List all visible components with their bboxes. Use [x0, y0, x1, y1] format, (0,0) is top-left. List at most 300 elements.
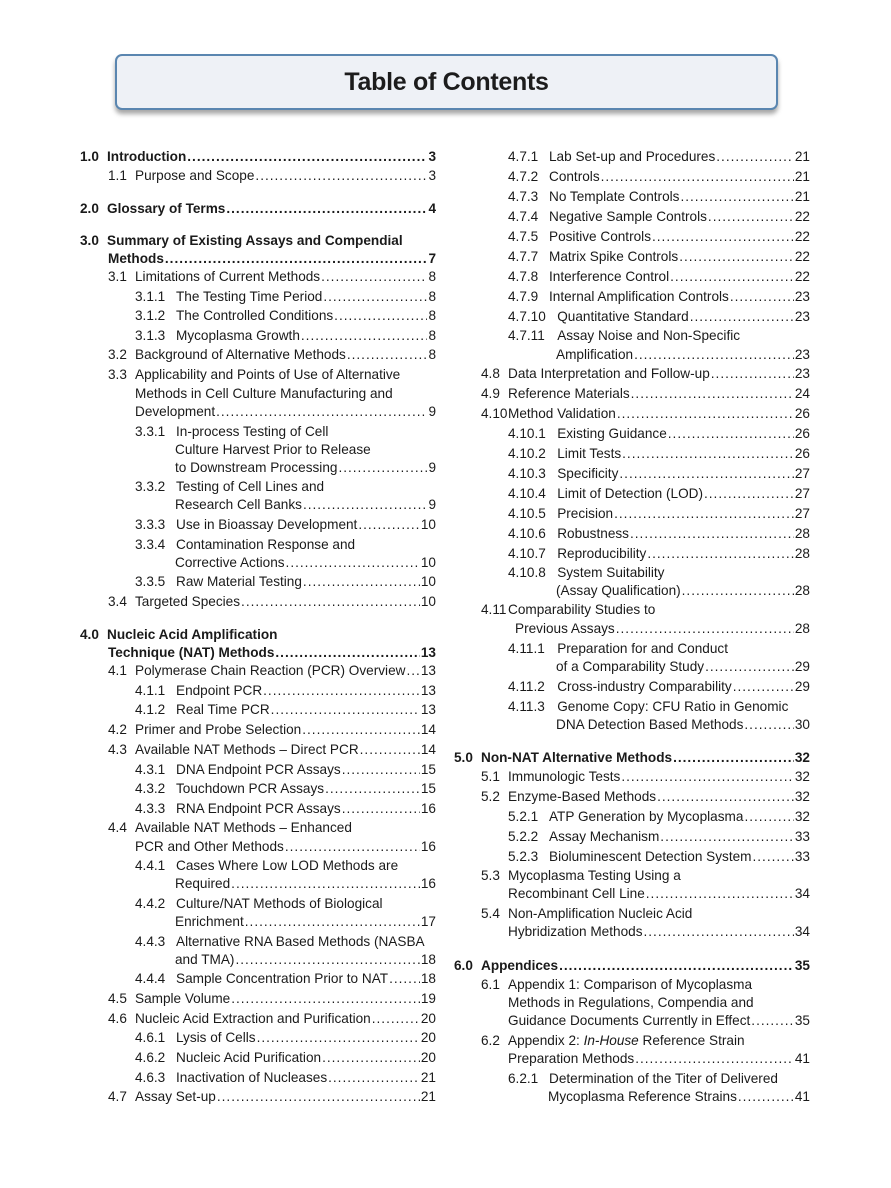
toc-page-number: 21	[420, 1089, 436, 1104]
toc-entry-number: 4.0	[80, 627, 99, 642]
toc-entry-right-cont-43[interactable]	[508, 1011, 810, 1031]
dot-leader	[338, 458, 427, 478]
toc-entry-number: 4.7.9	[508, 289, 539, 304]
toc-entry-title: Robustness	[557, 526, 629, 541]
toc-entry-3-1[interactable]	[108, 267, 436, 287]
toc-entry-5-2-2[interactable]	[508, 827, 810, 847]
toc-entry-title: Culture/NAT Methods of Biological	[176, 896, 383, 911]
toc-page-number: 18	[420, 952, 436, 967]
toc-entry-3-1-1[interactable]	[135, 287, 436, 307]
toc-entry-4-4-3	[135, 932, 425, 952]
toc-entry-5-2-3[interactable]	[508, 847, 810, 867]
toc-page-number: 22	[794, 229, 810, 244]
toc-page-number: 20	[420, 1011, 436, 1026]
toc-entry-5-0[interactable]	[454, 748, 810, 768]
toc-entry-label	[556, 581, 681, 601]
dot-leader	[360, 740, 420, 760]
dot-leader	[322, 1048, 420, 1068]
toc-entry-4-4	[108, 818, 352, 838]
toc-entry-4-6-3[interactable]	[135, 1068, 436, 1088]
toc-page-number: 9	[428, 404, 436, 419]
toc-entry-3-0	[80, 231, 403, 251]
toc-entry-3-3	[108, 365, 400, 385]
toc-entry-title: Interference Control	[549, 269, 670, 284]
toc-entry-3-3-4	[135, 535, 355, 555]
toc-entry-number: 4.7.1	[508, 149, 539, 164]
toc-entry-3-3-2	[135, 477, 324, 497]
toc-entry-4-7-2[interactable]	[508, 167, 810, 187]
toc-entry-title: Introduction	[107, 149, 187, 164]
toc-entry-4-6[interactable]	[108, 1009, 436, 1029]
toc-page-number: 18	[420, 971, 436, 986]
toc-page-number: 30	[794, 717, 810, 732]
toc-page-number: 35	[794, 1013, 810, 1028]
toc-entry-4-2[interactable]	[108, 720, 436, 740]
toc-entry-right-cont-39[interactable]	[508, 922, 810, 942]
toc-entry-number: 4.7.7	[508, 249, 539, 264]
dot-leader	[301, 326, 428, 346]
toc-entry-number: 3.0	[80, 233, 99, 248]
toc-entry-right-cont-42	[508, 993, 754, 1013]
toc-entry-3-3-5[interactable]	[135, 572, 436, 592]
toc-page-number: 20	[420, 1050, 436, 1065]
toc-entry-number: 4.11.2	[508, 679, 545, 694]
toc-entry-right-cont-26[interactable]	[556, 657, 810, 677]
toc-page-number: 26	[794, 406, 810, 421]
toc-page-number: 35	[794, 958, 810, 973]
toc-page-number: 28	[794, 621, 810, 636]
toc-entry-title: Sample Concentration Prior to NAT	[176, 971, 389, 986]
toc-page-number: 26	[794, 446, 810, 461]
toc-entry-right-cont-47[interactable]	[548, 1087, 810, 1107]
toc-entry-4-10-6[interactable]	[508, 524, 810, 544]
dot-leader	[716, 147, 794, 167]
toc-entry-left-cont-11	[135, 384, 393, 404]
toc-page-number: 8	[428, 347, 436, 362]
dot-leader	[325, 779, 420, 799]
toc-entry-left-cont-4[interactable]	[108, 249, 436, 269]
toc-entry-4-0	[80, 625, 277, 645]
toc-entry-title: Hybridization Methods	[508, 924, 643, 939]
toc-entry-3-4[interactable]	[108, 592, 436, 612]
dot-leader	[231, 989, 420, 1009]
toc-entry-title: Assay Set-up	[135, 1089, 216, 1104]
toc-page-number: 26	[794, 426, 810, 441]
toc-entry-title: Lab Set-up and Procedures	[549, 149, 716, 164]
toc-entry-left-cont-38[interactable]	[175, 912, 436, 932]
toc-entry-right-cont-45[interactable]	[508, 1049, 810, 1069]
toc-entry-label	[481, 384, 630, 404]
toc-entry-label	[135, 479, 324, 494]
toc-entry-4-10-3[interactable]	[508, 464, 810, 484]
toc-entry-label	[108, 989, 230, 1009]
toc-page-number: 32	[794, 750, 810, 765]
toc-entry-right-cont-24[interactable]	[515, 619, 810, 639]
toc-page-number: 22	[794, 249, 810, 264]
toc-entry-title: Required	[175, 876, 231, 891]
toc-entry-title: Negative Sample Controls	[549, 209, 707, 224]
toc-entry-1-0[interactable]	[80, 147, 436, 167]
toc-entry-label	[508, 187, 679, 207]
toc-entry-title: Corrective Actions	[175, 555, 285, 570]
toc-entry-4-4-1	[135, 856, 398, 876]
toc-entry-4-1-2[interactable]	[135, 700, 436, 720]
dot-leader	[235, 950, 419, 970]
toc-entry-label	[508, 827, 659, 847]
toc-entry-4-10-2[interactable]	[508, 444, 810, 464]
toc-entry-label	[508, 147, 715, 167]
toc-entry-title: Appendix 1: Comparison of Mycoplasma	[508, 977, 753, 992]
toc-entry-left-cont-17[interactable]	[175, 495, 436, 515]
toc-page-number: 20	[420, 1030, 436, 1045]
dot-leader	[751, 1011, 794, 1031]
toc-entry-left-cont-24[interactable]	[108, 643, 436, 663]
toc-entry-4-10-5[interactable]	[508, 504, 810, 524]
toc-entry-left-cont-36[interactable]	[175, 874, 436, 894]
toc-entry-4-9[interactable]	[481, 384, 810, 404]
toc-page-number: 41	[794, 1051, 810, 1066]
toc-entry-label	[108, 345, 346, 365]
dot-leader	[753, 847, 794, 867]
toc-entry-title: Enrichment	[175, 914, 244, 929]
toc-entry-title: Testing of Cell Lines and	[176, 479, 325, 494]
toc-page-number: 9	[428, 497, 436, 512]
dot-leader	[285, 837, 420, 857]
toc-entry-number: 6.1	[481, 977, 500, 992]
toc-entry-title: Nucleic Acid Extraction and Purification	[135, 1011, 371, 1026]
toc-entry-left-cont-12[interactable]	[135, 402, 436, 422]
toc-entry-number: 4.6	[108, 1011, 127, 1026]
toc-entry-number: 4.10.7	[508, 546, 546, 561]
toc-entry-4-7-7[interactable]	[508, 247, 810, 267]
toc-entry-4-5[interactable]	[108, 989, 436, 1009]
dot-leader	[630, 524, 794, 544]
toc-entry-label	[175, 874, 230, 894]
toc-page-number: 14	[420, 722, 436, 737]
toc-entry-number: 4.11	[481, 602, 507, 617]
toc-entry-3-2[interactable]	[108, 345, 436, 365]
dot-leader	[303, 572, 420, 592]
toc-entry-4-7-1[interactable]	[508, 147, 810, 167]
dot-leader	[680, 187, 793, 207]
toc-entry-number: 6.2.1	[508, 1071, 539, 1086]
toc-entry-number: 4.10.6	[508, 526, 546, 541]
dot-leader	[679, 247, 794, 267]
dot-leader	[165, 249, 428, 269]
toc-entry-label	[135, 515, 357, 535]
dot-leader	[241, 592, 420, 612]
dot-leader	[708, 207, 794, 227]
toc-page-number: 10	[420, 517, 436, 532]
toc-entry-4-6-1[interactable]	[135, 1028, 436, 1048]
toc-entry-4-7[interactable]	[108, 1087, 436, 1107]
toc-entry-title: Non-NAT Alternative Methods	[481, 750, 673, 765]
toc-entry-right-cont-22[interactable]	[556, 581, 810, 601]
toc-entry-number: 3.3.1	[135, 424, 166, 439]
toc-entry-title: Limit of Detection (LOD)	[557, 486, 703, 501]
toc-entry-4-3-1[interactable]	[135, 760, 436, 780]
toc-entry-label	[508, 247, 678, 267]
dot-leader	[263, 681, 420, 701]
toc-entry-title: Determination of the Titer of Delivered	[549, 1071, 778, 1086]
toc-entry-4-7-5[interactable]	[508, 227, 810, 247]
dot-leader	[601, 167, 794, 187]
toc-entry-title: (Assay Qualification)	[556, 583, 681, 598]
toc-entry-title: Methods	[108, 251, 164, 266]
toc-entry-title: Real Time PCR	[176, 702, 270, 717]
dot-leader	[646, 884, 794, 904]
toc-entry-2-0[interactable]	[80, 199, 436, 219]
toc-entry-label	[135, 424, 328, 439]
toc-page-number: 10	[420, 594, 436, 609]
toc-entry-title: Existing Guidance	[557, 426, 667, 441]
toc-page-number: 15	[420, 762, 436, 777]
dot-leader	[347, 345, 428, 365]
toc-entry-title: Mycoplasma Testing Using a	[508, 868, 681, 883]
toc-entry-4-1-1[interactable]	[135, 681, 436, 701]
toc-entry-3-1-3[interactable]	[135, 326, 436, 346]
toc-entry-number: 3.1.2	[135, 308, 166, 323]
dot-leader	[303, 495, 428, 515]
toc-entry-label	[108, 367, 400, 382]
toc-entry-5-2[interactable]	[481, 787, 810, 807]
toc-entry-label	[80, 147, 186, 167]
dot-leader	[631, 384, 794, 404]
toc-entry-4-7-8[interactable]	[508, 267, 810, 287]
toc-entry-4-7-9[interactable]	[508, 287, 810, 307]
toc-entry-label	[508, 424, 667, 444]
toc-entry-number: 4.4	[108, 820, 127, 835]
toc-entry-6-0[interactable]	[454, 956, 810, 976]
toc-entry-number: 3.2	[108, 347, 127, 362]
toc-entry-4-10-4[interactable]	[508, 484, 810, 504]
toc-entry-right-cont-37[interactable]	[508, 884, 810, 904]
toc-entry-number: 5.2.3	[508, 849, 539, 864]
toc-entry-4-3-2[interactable]	[135, 779, 436, 799]
toc-entry-1-1[interactable]	[108, 166, 436, 186]
toc-page-number: 32	[794, 769, 810, 784]
toc-page-number: 34	[794, 886, 810, 901]
toc-entry-title: of a Comparability Study	[556, 659, 705, 674]
toc-entry-title: Limitations of Current Methods	[135, 269, 321, 284]
toc-entry-4-6-2[interactable]	[135, 1048, 436, 1068]
toc-entry-5-1[interactable]	[481, 767, 810, 787]
toc-entry-label	[175, 495, 302, 515]
toc-entry-label	[108, 166, 254, 186]
dot-leader	[257, 1028, 420, 1048]
toc-entry-number: 3.3.2	[135, 479, 166, 494]
toc-entry-label	[135, 326, 300, 346]
toc-page-number: 13	[420, 702, 436, 717]
toc-entry-label	[135, 700, 270, 720]
toc-entry-title: Nucleic Acid Amplification	[107, 627, 278, 642]
toc-entry-3-3-1	[135, 422, 328, 442]
dot-leader	[660, 827, 794, 847]
toc-entry-number: 4.5	[108, 991, 127, 1006]
toc-entry-number: 4.4.3	[135, 934, 166, 949]
dot-leader	[619, 464, 793, 484]
toc-entry-label	[515, 619, 615, 639]
toc-entry-number: 4.10	[481, 406, 508, 421]
page-title: Table of Contents	[344, 67, 549, 96]
toc-entry-number: 3.3	[108, 367, 127, 382]
toc-entry-number: 4.4.4	[135, 971, 166, 986]
toc-entry-label	[508, 464, 618, 484]
toc-entry-number: 4.11.1	[508, 641, 545, 656]
toc-entry-number: 5.2.1	[508, 809, 539, 824]
toc-entry-4-11-2[interactable]	[508, 677, 810, 697]
dot-leader	[682, 581, 794, 601]
toc-entry-number: 5.2.2	[508, 829, 539, 844]
toc-entry-number: 2.0	[80, 201, 99, 216]
dot-leader	[231, 874, 420, 894]
dot-leader	[690, 307, 794, 327]
toc-page-number: 14	[420, 742, 436, 757]
toc-entry-title: Precision	[557, 506, 614, 521]
toc-entry-number: 3.1.1	[135, 289, 166, 304]
dot-leader	[670, 267, 794, 287]
toc-page-number: 29	[794, 659, 810, 674]
toc-entry-4-11-3	[508, 697, 788, 717]
toc-entry-4-1[interactable]	[108, 661, 436, 681]
toc-entry-4-7-4[interactable]	[508, 207, 810, 227]
dot-leader	[652, 227, 794, 247]
toc-entry-title: Inactivation of Nucleases	[176, 1070, 328, 1085]
toc-entry-label	[108, 720, 301, 740]
toc-entry-right-cont-29[interactable]	[556, 715, 810, 735]
toc-page-number: 21	[794, 169, 810, 184]
toc-page-number: 10	[420, 574, 436, 589]
toc-entry-number: 4.4.1	[135, 858, 166, 873]
toc-page-number: 28	[794, 583, 810, 598]
toc-entry-4-3-3[interactable]	[135, 799, 436, 819]
toc-entry-label	[135, 896, 383, 911]
toc-entry-5-2-1[interactable]	[508, 807, 810, 827]
toc-page-number: 10	[420, 555, 436, 570]
toc-entry-label	[481, 404, 616, 424]
dot-leader	[614, 504, 794, 524]
toc-entry-title: Technique (NAT) Methods	[108, 645, 275, 660]
dot-leader	[275, 643, 419, 663]
toc-entry-number: 4.10.1	[508, 426, 546, 441]
toc-entry-title: Culture Harvest Prior to Release	[175, 442, 371, 457]
toc-page-number: 16	[420, 876, 436, 891]
toc-entry-title: Available NAT Methods – Enhanced	[135, 820, 352, 835]
toc-entry-3-1-2[interactable]	[135, 306, 436, 326]
toc-page-number: 23	[794, 347, 810, 362]
toc-entry-number: 4.10.8	[508, 565, 546, 580]
dot-leader	[744, 715, 793, 735]
toc-entry-title: Alternative RNA Based Methods (NASBA	[176, 934, 425, 949]
toc-entry-label	[108, 1087, 216, 1107]
toc-entry-title: Non-Amplification Nucleic Acid	[508, 906, 693, 921]
toc-entry-title: In-process Testing of Cell	[176, 424, 329, 439]
dot-leader	[255, 166, 427, 186]
toc-entry-title: Assay Mechanism	[549, 829, 660, 844]
toc-page-number: 27	[794, 506, 810, 521]
toc-entry-right-cont-10[interactable]	[556, 345, 810, 365]
toc-entry-title: Amplification	[556, 347, 634, 362]
toc-entry-title: RNA Endpoint PCR Assays	[176, 801, 341, 816]
toc-entry-title: Recombinant Cell Line	[508, 886, 645, 901]
toc-entry-4-4-4[interactable]	[135, 969, 436, 989]
toc-entry-label	[508, 227, 651, 247]
toc-page-number: 16	[420, 801, 436, 816]
toc-entry-label	[175, 912, 244, 932]
toc-entry-title: Mycoplasma Growth	[176, 328, 300, 343]
toc-entry-number: 4.8	[481, 366, 500, 381]
toc-entry-number: 4.10.5	[508, 506, 546, 521]
toc-page-number: 22	[794, 209, 810, 224]
toc-entry-4-10-8	[508, 563, 664, 583]
toc-entry-number: 3.1.3	[135, 328, 166, 343]
toc-entry-4-7-10[interactable]	[508, 307, 810, 327]
toc-entry-left-cont-34[interactable]	[135, 837, 436, 857]
toc-entry-label	[135, 681, 262, 701]
dot-leader	[730, 287, 794, 307]
toc-entry-label	[135, 837, 284, 857]
toc-entry-title: Targeted Species	[135, 594, 241, 609]
toc-entry-title: Methods in Regulations, Compendia and	[508, 995, 754, 1010]
toc-entry-title: Genome Copy: CFU Ratio in Genomic	[557, 699, 789, 714]
dot-leader	[711, 364, 794, 384]
toc-entry-number: 4.1	[108, 663, 127, 678]
toc-entry-left-cont-20[interactable]	[175, 553, 436, 573]
toc-entry-4-10-1[interactable]	[508, 424, 810, 444]
toc-entry-4-3[interactable]	[108, 740, 436, 760]
toc-entry-left-cont-15[interactable]	[175, 458, 436, 478]
toc-entry-4-7-3[interactable]	[508, 187, 810, 207]
toc-entry-label	[135, 858, 398, 873]
toc-entry-4-8[interactable]	[481, 364, 810, 384]
toc-page-number: 32	[794, 809, 810, 824]
toc-entry-title: and TMA)	[175, 952, 235, 967]
toc-entry-4-10[interactable]	[481, 404, 810, 424]
toc-entry-3-3-3[interactable]	[135, 515, 436, 535]
toc-entry-title: Method Validation	[508, 406, 616, 421]
dot-leader	[321, 267, 427, 287]
toc-entry-label	[508, 207, 707, 227]
toc-entry-4-11-1	[508, 639, 728, 659]
toc-entry-left-cont-14	[175, 440, 371, 460]
toc-entry-label	[135, 1068, 327, 1088]
toc-entry-title: Data Interpretation and Follow-up	[508, 366, 710, 381]
toc-entry-left-cont-40[interactable]	[175, 950, 436, 970]
dot-leader	[358, 515, 420, 535]
toc-entry-label	[508, 167, 600, 187]
dot-leader	[705, 657, 794, 677]
toc-entry-4-10-7[interactable]	[508, 544, 810, 564]
toc-entry-number: 4.3.2	[135, 781, 166, 796]
toc-page-number: 34	[794, 924, 810, 939]
dot-leader	[286, 553, 420, 573]
toc-entry-label	[481, 1033, 745, 1048]
toc-entry-label	[508, 699, 788, 714]
toc-entry-label	[135, 969, 388, 989]
toc-entry-title: Enzyme-Based Methods	[508, 789, 657, 804]
dot-leader	[389, 969, 420, 989]
toc-page-number: 9	[428, 460, 436, 475]
toc-entry-label	[135, 1048, 321, 1068]
toc-entry-label	[80, 627, 277, 642]
toc-entry-number: 4.3.3	[135, 801, 166, 816]
toc-entry-number: 5.3	[481, 868, 500, 883]
toc-entry-title: Reproducibility	[557, 546, 647, 561]
toc-entry-label	[80, 199, 225, 219]
toc-page-number: 8	[428, 269, 436, 284]
toc-entry-number: 4.3.1	[135, 762, 166, 777]
dot-leader	[738, 1087, 794, 1107]
